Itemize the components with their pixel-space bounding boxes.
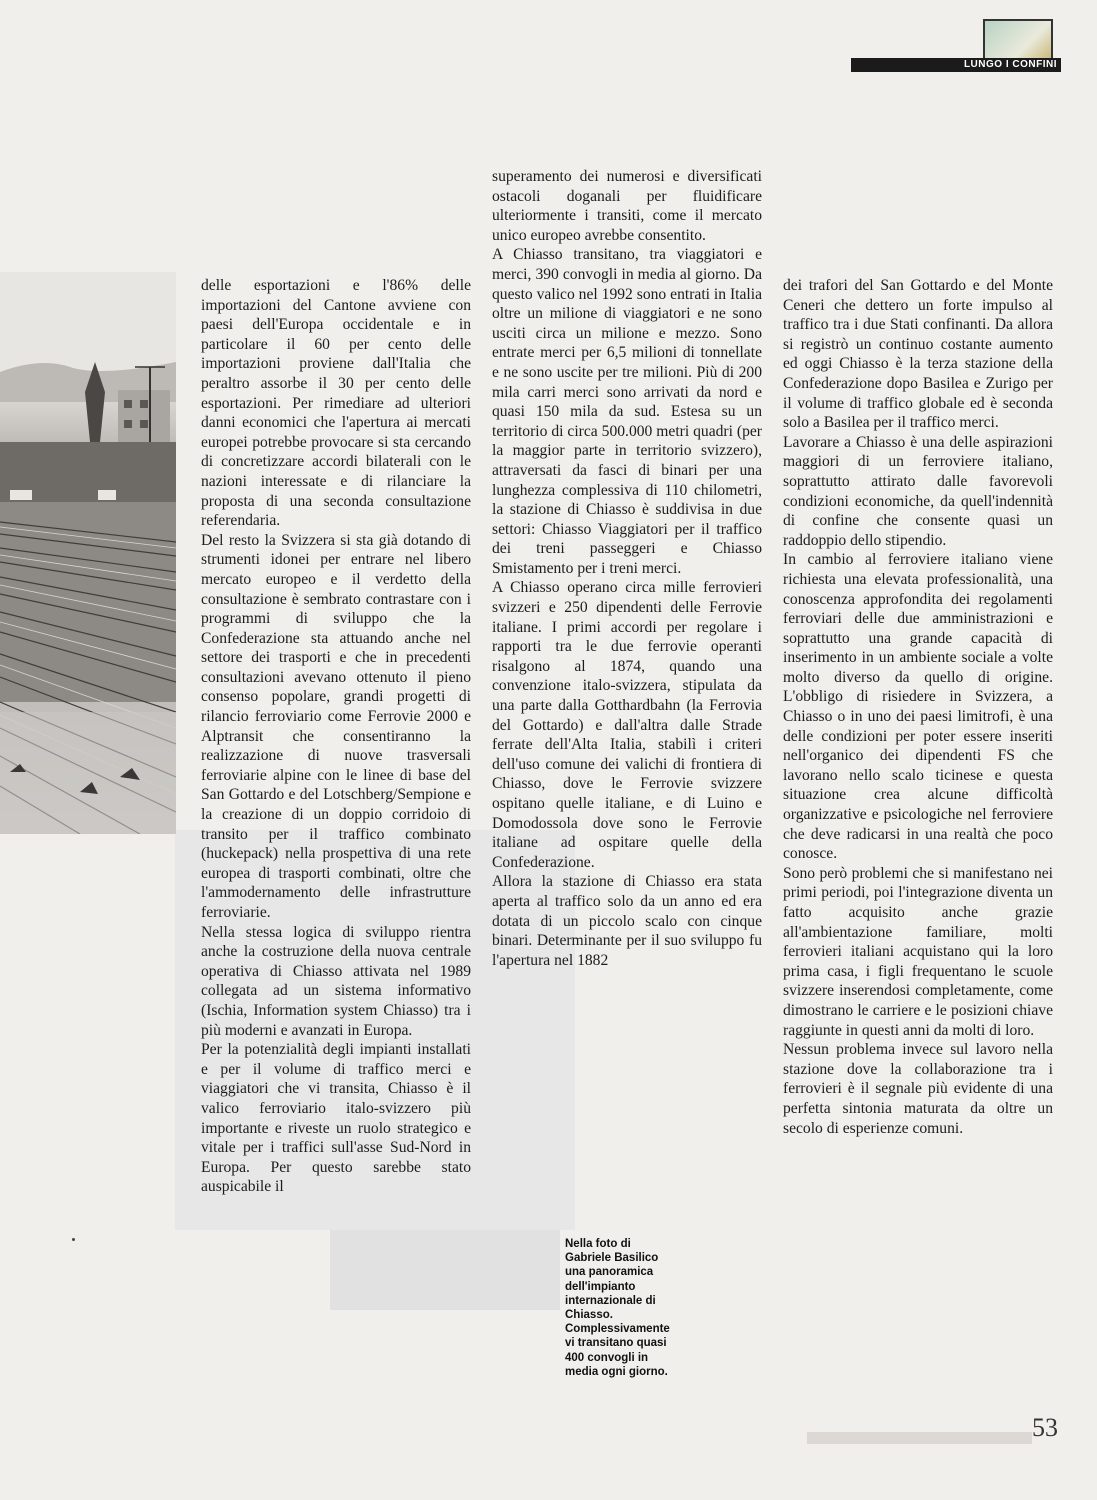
- text-column-3: [783, 276, 1053, 1138]
- paragraph: Nessun problema invece sul lavoro nella stazione dove la collaborazione tra i ferrovieri è il segnale più evidente di una perfetta sintonia maturata da oltre un secolo di esperienze comuni.: [783, 1041, 1053, 1137]
- paragraph: Allora la stazione di Chiasso era stata aperta al traffico solo da un anno ed era dotata di un piccolo scalo con cinque binari. Determinante per il suo sviluppo fu l'apertura nel 1882: [492, 873, 762, 969]
- show-through-block: [330, 1230, 560, 1310]
- text-column-1: [201, 276, 471, 1197]
- paragraph: Del resto la Svizzera si sta già dotando di strumenti idonei per entrare nel libero mercato europeo e il verdetto della consultazione è sembrato contrastare con i programmi di sviluppo che la Confederazione sta attuando anche nel settore dei trasporti e che in precedenti consultazioni avevano ottenuto il pieno consenso popolare, grandi progetti di rilancio ferroviario come Ferrovie 2000 e Alptransit che consentiranno la realizzazione di nuove trasversali ferroviarie alpine con le linee di base del San Gottardo e del Lotschberg/Sempione e la creazione di un doppio corridoio di transito per il traffico combinato (huckepack) nella prospettiva di una rete europea di trasporti combinati, oltre che l'ammodernamento delle infrastrutture ferroviarie.: [201, 531, 471, 921]
- paragraph: Sono però problemi che si manifestano nei primi periodi, poi l'integrazione diventa un fatto acquisito anche grazie all'ambientazione familiare, molti ferrovieri italiani acquistano qui la loro prima casa, i figli frequentano le scuole svizzere inserendosi completamente, come dimostrano le carriere e le posizioni chiave raggiunte in questi anni da molti di loro.: [783, 864, 1053, 1039]
- paragraph: superamento dei numerosi e diversificati ostacoli doganali per fluidificare ulteriormente i transiti, come il mercato unico europeo avrebbe consentito.: [492, 168, 762, 244]
- paragraph: Nella stessa logica di sviluppo rientra anche la costruzione della nuova centrale operativa di Chiasso attivata nel 1989 collegata ad un sistema informativo (Ischia, Information system Chiasso) tra i più moderni e avanzati in Europa.: [201, 923, 471, 1039]
- paragraph: A Chiasso transitano, tra viaggiatori e merci, 390 convogli in media al giorno. Da questo valico nel 1992 sono entrati in Italia oltre un milione di viaggiatori e ne sono usciti circa un milione e mezzo. Sono entrate merci per 6,5 milioni di tonnellate e ne sono uscite per tre milioni. Più di 200 mila carri merci sono arrivati da nord e quasi 150 mila da sud. Estesa su un territorio di circa 500.000 metri quadri (per la maggior parte in territorio svizzero), attraversati da fasci di binari per una lunghezza complessiva di 110 chilometri, la stazione di Chiasso è suddivisa in due settori: Chiasso Viaggiatori per il traffico dei treni passeggeri e Chiasso Smistamento per i treni merci.: [492, 246, 762, 577]
- text-column-2: [492, 167, 762, 970]
- paragraph: Per la potenzialità degli impianti installati e per il volume di traffico merci e viaggiatori che vi transita, Chiasso è il valico ferroviario italo-svizzero più importante e riveste un ruolo strategico e vitale per i traffici sull'asse Sud-Nord in Europa. Per questo sarebbe stato auspicabile il: [201, 1041, 471, 1196]
- ink-dot: [72, 1238, 75, 1241]
- paragraph: In cambio al ferroviere italiano viene richiesta una elevata professionalità, una conoscenza approfondita dei regolamenti ferroviari delle due amministrazioni e soprattutto una grande capacità di inserimento in un ambiente sociale a volte molto diverso da quello di origine. L'obbligo di risiedere in Svizzera, a Chiasso o in uno dei paesi limitrofi, è una delle condizioni per poter essere inseriti nell'organico dei dipendenti FS che lavorano nello scalo ticinese e questa situazione crea alcune difficoltà organizzative e psicologiche nel ferroviere che deve radicarsi in una realtà che poco conosce.: [783, 551, 1053, 863]
- railway-yard-illustration: [0, 272, 176, 834]
- section-label: LUNGO I CONFINI: [851, 58, 1061, 72]
- photo-caption: Nella foto di Gabriele Basilico una panoramica dell'impianto internazionale di Chiasso. Complessivamente vi transitano quasi 400 convogli in media ogni giorno.: [565, 1238, 670, 1378]
- paragraph: A Chiasso operano circa mille ferrovieri svizzeri e 250 dipendenti delle Ferrovie italiane. I primi accordi per regolare i rapporti tra le due ferrovie operanti risalgono al 1874, quando una convenzione italo-svizzera, stipulata da una parte dalla Gotthardbahn (la Ferrovia del Gottardo) e dall'altra dalle Strade ferrate dell'Alta Italia, stabilì i criteri dell'uso comune dei valichi di frontiera di Chiasso, dove le Ferrovie svizzere ospitano quelle italiane, e di Luino e Domodossola dove sono le Ferrovie italiane ad ospitare quelle della Confederazione.: [492, 579, 762, 871]
- footer-bar: [807, 1432, 1032, 1444]
- page-number: 53: [1032, 1413, 1058, 1442]
- paragraph: Lavorare a Chiasso è una delle aspirazioni maggiori di un ferroviere italiano, soprattutto attirato dalle favorevoli condizioni economiche, da quell'indennità di confine che consente quasi un raddoppio dello stipendio.: [783, 433, 1053, 549]
- paragraph: dei trafori del San Gottardo e del Monte Ceneri che dettero un forte impulso al traffico tra i due Stati confinanti. Da allora si registrò un continuo costante aumento ed oggi Chiasso è la terza stazione della Confederazione dopo Basilea e Zurigo per il volume di traffico globale ed è seconda solo a Basilea per il traffico merci.: [783, 277, 1053, 432]
- railway-yard-photo: [0, 272, 176, 834]
- paragraph: delle esportazioni e l'86% delle importazioni del Cantone avviene con paesi dell'Europa occidentale e in particolare il 60 per cento delle importazioni proviene dall'Italia che peraltro assorbe il 30 per cento delle esportazioni. Per rimediare ad ulteriori danni economici che l'apertura ai mercati europei potrebbe provocare si sta cercando di concretizzare accordi bilaterali con le nazioni interessate e di rilanciare la proposta di una seconda consultazione referendaria.: [201, 277, 471, 530]
